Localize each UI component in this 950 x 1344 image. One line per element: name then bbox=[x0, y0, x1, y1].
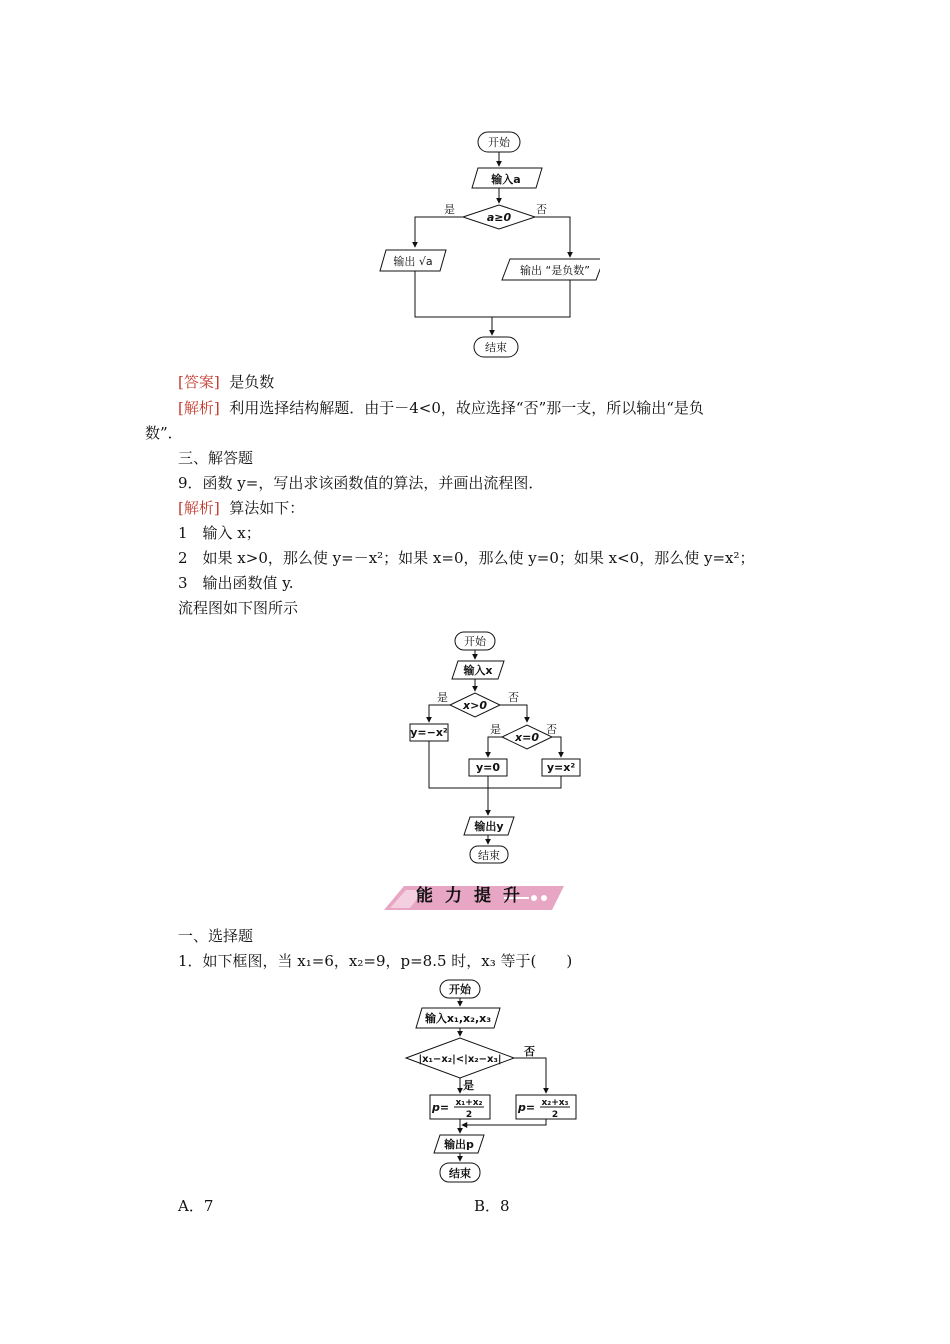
box-p-no-num: x₂+x₃ bbox=[541, 1098, 569, 1108]
analysis1-line bbox=[178, 398, 704, 418]
section-1-heading: 一、选择题 bbox=[178, 927, 254, 945]
question-1: 1．如下框图，当 x₁=6，x₂=9，p=8.5 时，x₃ 等于( ) bbox=[178, 952, 573, 970]
flowchart-2 bbox=[400, 625, 590, 867]
input-label: 输入x bbox=[463, 664, 493, 677]
start-label: 开始 bbox=[449, 983, 471, 996]
yes-label-2: 是 bbox=[490, 723, 501, 736]
decision-label: a≥0 bbox=[486, 211, 512, 224]
start-label: 开始 bbox=[488, 136, 510, 149]
box-p-yes-den: 2 bbox=[465, 1110, 473, 1120]
answer-line bbox=[178, 372, 274, 392]
analysis2-line bbox=[178, 498, 304, 518]
question-9: 9．函数 y=，写出求该函数值的算法，并画出流程图． bbox=[178, 474, 544, 492]
end-label: 结束 bbox=[478, 849, 500, 862]
step-1: 1 输入 x； bbox=[178, 524, 261, 542]
input-label: 输入x₁,x₂,x₃ bbox=[424, 1012, 492, 1025]
section-3-heading: 三、解答题 bbox=[178, 449, 254, 467]
no-label-2: 否 bbox=[546, 723, 557, 736]
analysis1-cont: 数”． bbox=[145, 424, 183, 442]
end-label: 结束 bbox=[449, 1167, 471, 1180]
option-a: A．7 bbox=[178, 1197, 214, 1215]
option-b: B．8 bbox=[474, 1197, 510, 1215]
output-yes-label: 输出 √a bbox=[393, 255, 433, 268]
decision1-label: x>0 bbox=[463, 699, 487, 712]
input-label: 输入a bbox=[491, 173, 521, 186]
yes-label: 是 bbox=[463, 1079, 474, 1092]
output-label: 输出p bbox=[444, 1138, 474, 1151]
no-label: 否 bbox=[536, 203, 547, 216]
flowchart-1 bbox=[370, 125, 600, 360]
box-p-no-den: 2 bbox=[551, 1110, 559, 1120]
analysis1-tag: [解析] bbox=[178, 399, 220, 417]
decision-label: |x₁−x₂|<|x₂−x₃| bbox=[418, 1054, 502, 1065]
yes-label: 是 bbox=[444, 203, 455, 216]
answer-text: 是负数 bbox=[229, 373, 275, 391]
flowchart-3 bbox=[400, 975, 585, 1187]
answer-tag: [答案] bbox=[178, 373, 220, 391]
step-3: 3 输出函数值 y. bbox=[178, 574, 294, 592]
analysis2-text: 算法如下： bbox=[229, 499, 305, 517]
analysis1-text: 利用选择结构解题．由于－4<0，故应选择“否”那一支，所以输出“是负 bbox=[229, 399, 704, 417]
banner-title: 能力提升 bbox=[416, 886, 532, 906]
box-p-no-lhs: p= bbox=[518, 1101, 536, 1114]
step-2: 2 如果 x>0，那么使 y=－x²；如果 x=0，那么使 y=0；如果 x<0，那么使 y=x²； bbox=[178, 549, 755, 567]
no-label: 否 bbox=[524, 1045, 535, 1058]
start-label: 开始 bbox=[464, 635, 486, 648]
no-label-1: 否 bbox=[508, 691, 519, 704]
box-y-neg-x2-label: y=−x² bbox=[410, 726, 448, 739]
output-no-label: 输出 “是负数” bbox=[520, 264, 590, 277]
box-y-0-label: y=0 bbox=[475, 761, 501, 774]
flow-note: 流程图如下图所示 bbox=[178, 599, 299, 617]
box-p-yes-lhs: p= bbox=[432, 1101, 450, 1114]
box-y-x2-label: y=x² bbox=[546, 761, 576, 774]
decision2-label: x=0 bbox=[515, 731, 539, 744]
box-p-yes-num: x₁+x₂ bbox=[455, 1098, 483, 1108]
output-label: 输出y bbox=[474, 820, 504, 833]
yes-label-1: 是 bbox=[437, 691, 448, 704]
end-label: 结束 bbox=[485, 341, 507, 354]
analysis2-tag: [解析] bbox=[178, 499, 220, 517]
